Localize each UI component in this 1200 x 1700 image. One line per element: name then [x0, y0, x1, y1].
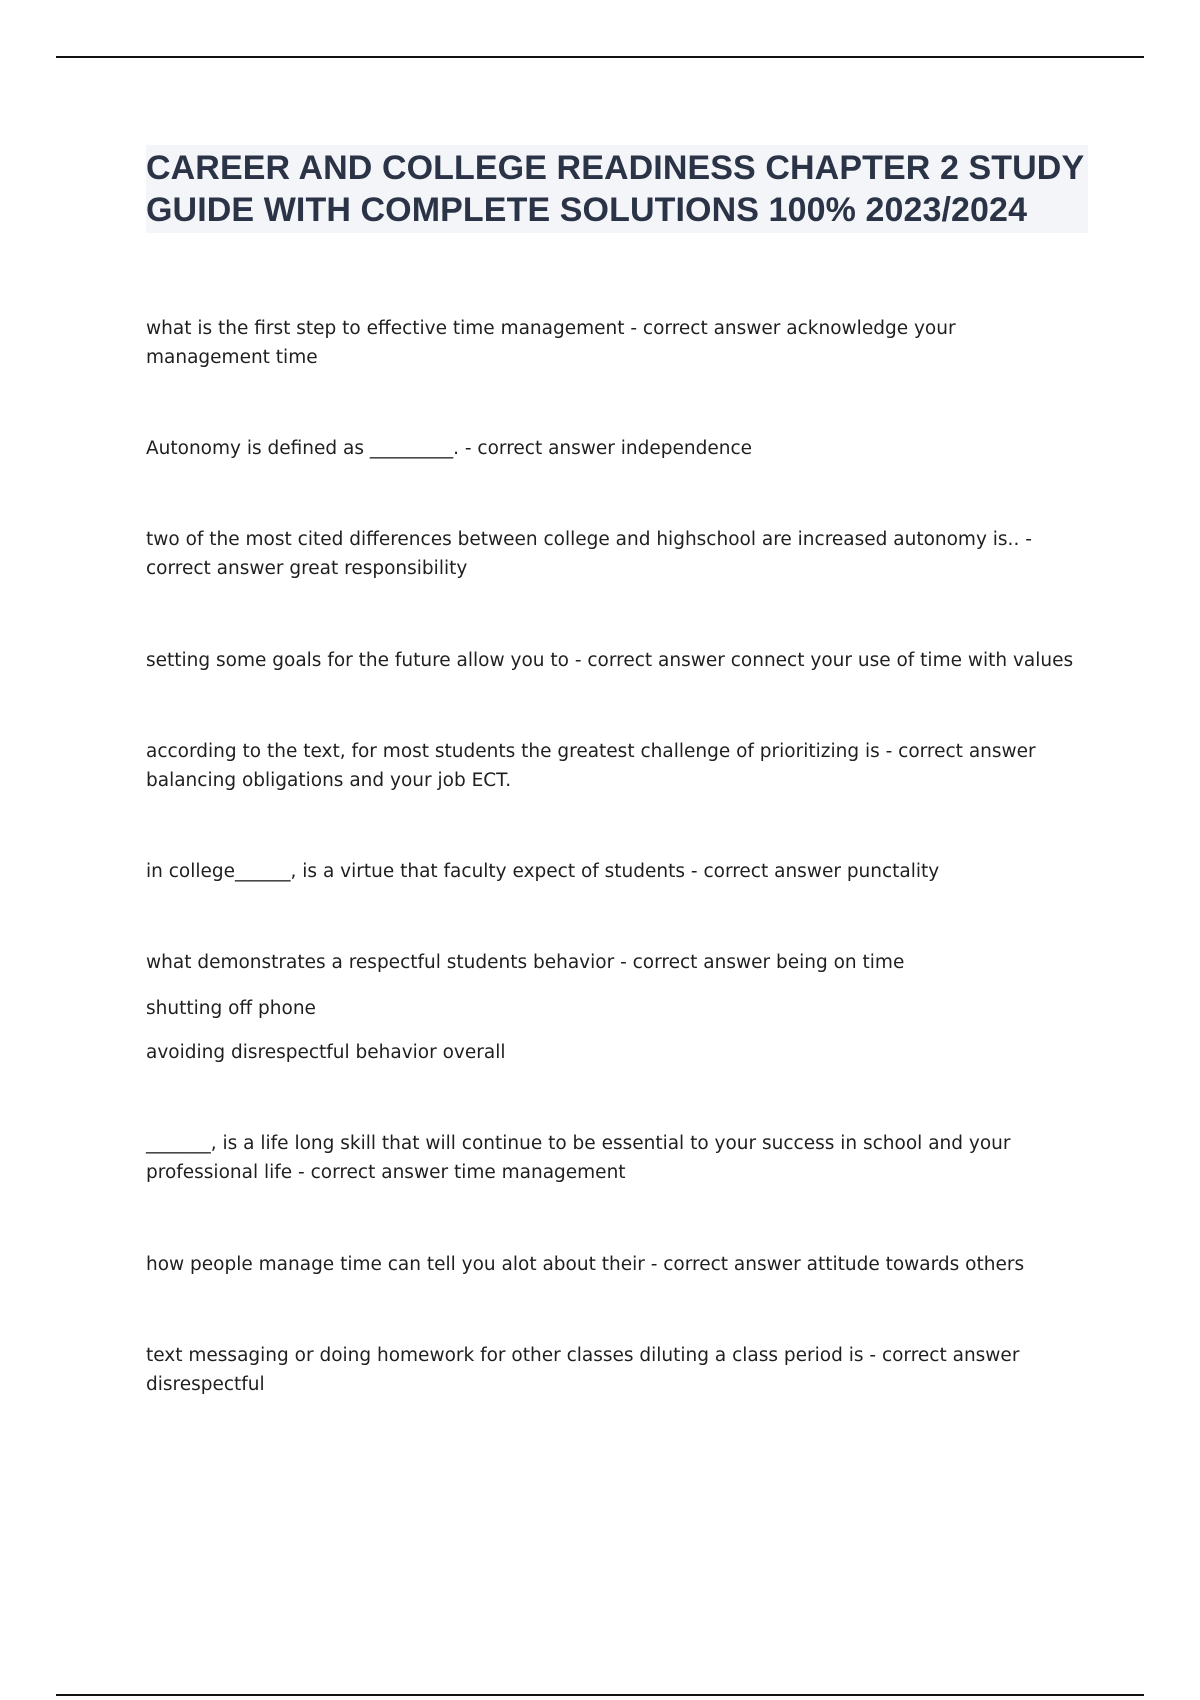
qa-item-10: text messaging or doing homework for other classes diluting a class period is - correct answer disrespectful: [146, 1345, 1020, 1395]
document-title: CAREER AND COLLEGE READINESS CHAPTER 2 STUDY GUIDE WITH COMPLETE SOLUTIONS 100% 2023/2024: [146, 149, 1084, 229]
qa-item-7-line-3: avoiding disrespectful behavior overall: [146, 1042, 506, 1063]
qa-item-7-line-2: shutting off phone: [146, 998, 316, 1019]
qa-item-7: what demonstrates a respectful students behavior - correct answer being on time: [146, 952, 905, 973]
qa-item-5: according to the text, for most students the greatest challenge of prioritizing is - correct answer balancing obligations and your job ECT.: [146, 741, 1036, 791]
qa-item-2: Autonomy is defined as _________. - correct answer independence: [146, 438, 753, 459]
qa-item-3: two of the most cited differences between college and highschool are increased autonomy is.. - correct answer great responsibility: [146, 529, 1032, 579]
qa-item-4: setting some goals for the future allow you to - correct answer connect your use of time with values: [146, 650, 1074, 671]
bottom-rule: [56, 1694, 1144, 1696]
title-block: [146, 145, 1088, 233]
qa-item-1: what is the first step to effective time management - correct answer acknowledge your management time: [146, 318, 956, 368]
qa-item-6: in college______, is a virtue that faculty expect of students - correct answer punctality: [146, 861, 940, 882]
qa-item-9: how people manage time can tell you alot about their - correct answer attitude towards others: [146, 1254, 1025, 1275]
qa-item-8: _______, is a life long skill that will continue to be essential to your success in school and your professional life - correct answer time management: [146, 1133, 1011, 1183]
top-rule: [56, 56, 1144, 58]
